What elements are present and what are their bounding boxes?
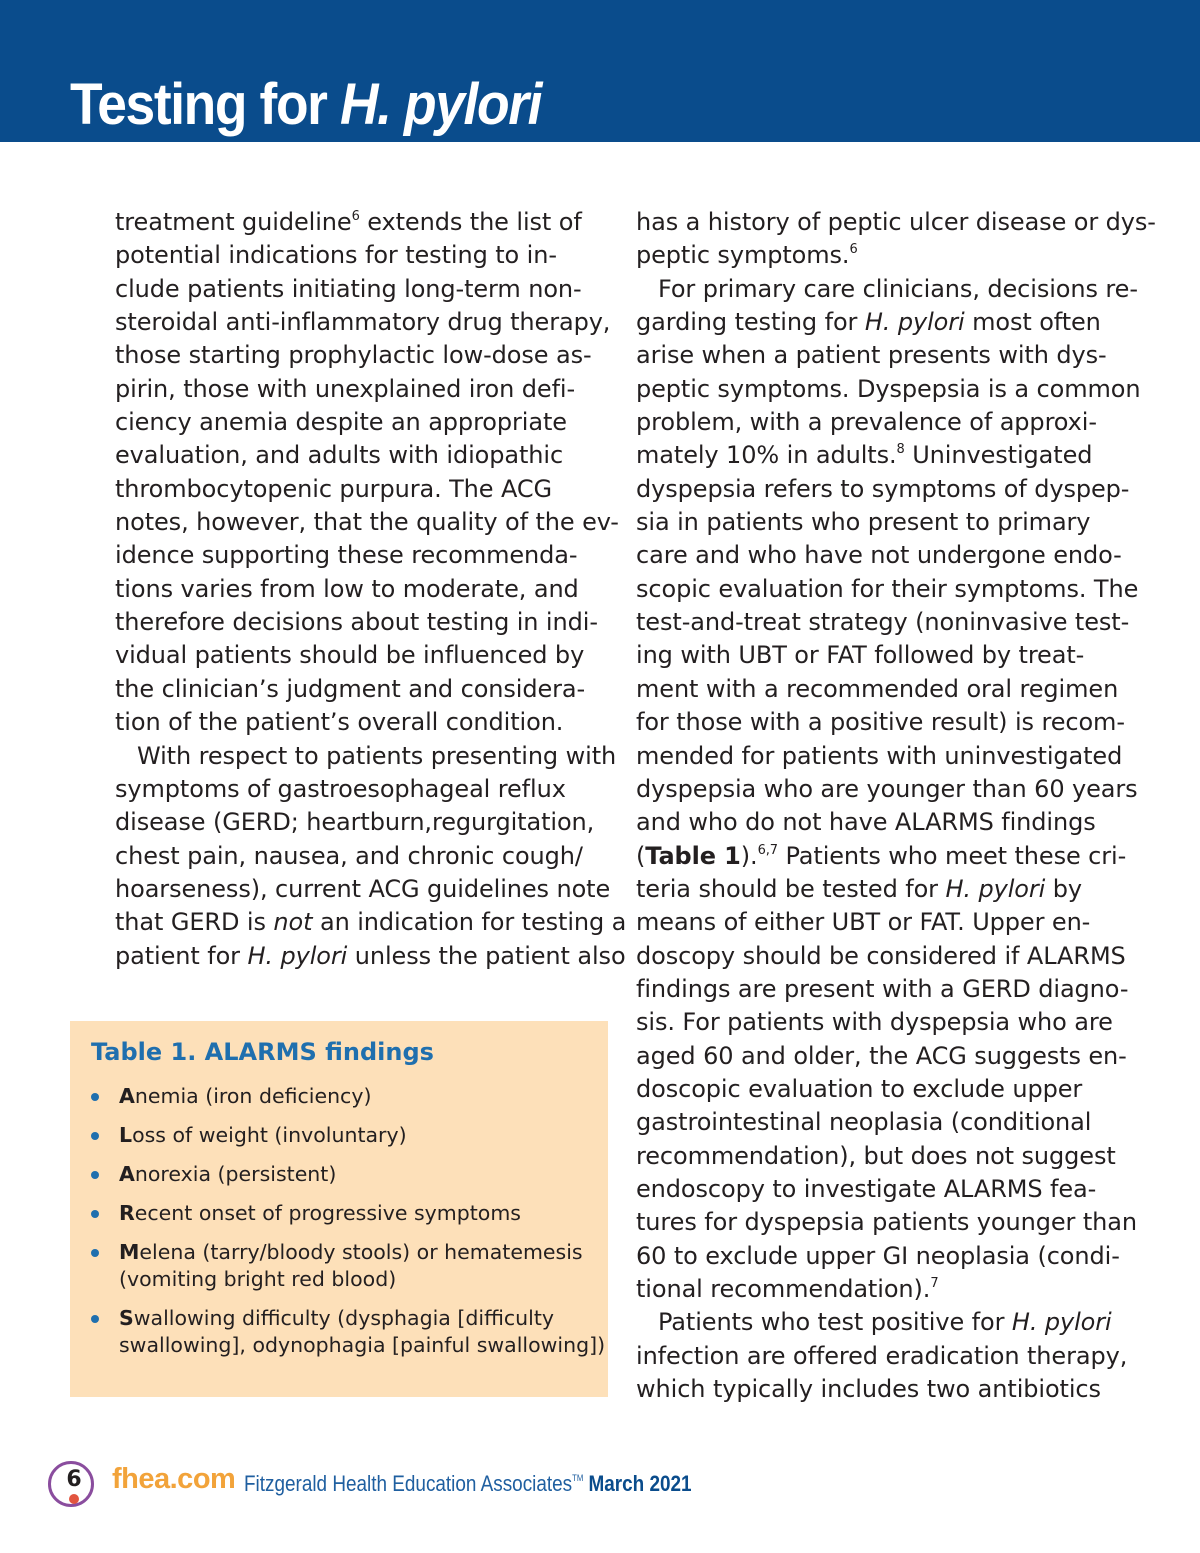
page-number-badge: [48, 1461, 94, 1507]
text-run: sia in patients who present to primary: [636, 508, 1091, 537]
bullet-icon: [91, 1210, 99, 1218]
text-line: [636, 1006, 1130, 1039]
text-run: has a history of peptic ulcer disease or dys-: [636, 208, 1156, 236]
page-number: 6: [66, 1467, 82, 1492]
text-line: [636, 273, 1138, 306]
text-run: unless the patient also: [347, 941, 626, 970]
text-run: For primary care clinicians, decisions re-: [658, 274, 1138, 303]
mnemonic-letter: S: [119, 1306, 134, 1330]
page-title: [70, 70, 541, 140]
text-line: [115, 306, 611, 339]
text-line: [636, 373, 1141, 406]
text-line: [115, 639, 603, 672]
text-run: doscopy should be considered if ALARMS: [636, 941, 1126, 970]
text-line: [636, 606, 1130, 639]
text-line: [636, 239, 1130, 272]
text-line: [636, 673, 1130, 706]
text-run: peptic symptoms. Dyspepsia is a common: [636, 374, 1141, 403]
footnote-ref: 6,7: [757, 842, 778, 858]
text-line: [115, 740, 617, 773]
list-item-line: elena (tarry/bloody stools) or hematemesis: [139, 1240, 583, 1264]
alarms-list-item: [91, 1122, 601, 1149]
text-line: [636, 539, 1130, 572]
text-line: [115, 606, 603, 639]
bullet-icon: [91, 1171, 99, 1179]
text-run: Patients who test positive for: [658, 1308, 1012, 1337]
list-item-line: wallowing difficulty (dysphagia [difficulty: [133, 1306, 555, 1330]
text-run: recommendation), but does not suggest: [636, 1141, 1116, 1170]
bold-text: Table 1: [645, 841, 741, 870]
text-run: endoscopy to investigate ALARMS fea-: [636, 1174, 1097, 1203]
bullet-icon: [91, 1249, 99, 1257]
badge-dot-icon: [69, 1494, 79, 1504]
text-run: clude patients initiating long-term non-: [115, 274, 582, 303]
text-line: [636, 206, 1156, 239]
text-run: teria should be tested for: [636, 874, 946, 903]
text-run: disease (GERD; heartburn,regurgitation,: [115, 808, 595, 837]
text-line: [636, 506, 1130, 539]
organization-name: Fitzgerald Health Education Associates: [244, 1471, 573, 1496]
footnote-ref: 7: [930, 1276, 939, 1291]
list-item-text: [119, 1161, 601, 1188]
mnemonic-letter: A: [119, 1162, 135, 1186]
text-line: [636, 940, 1130, 973]
text-line: [115, 473, 603, 506]
text-line: [636, 906, 1130, 939]
list-item-text: [119, 1083, 601, 1110]
text-line: [636, 573, 1139, 606]
text-run: With respect to patients presenting with: [137, 741, 617, 770]
text-line: [115, 706, 603, 739]
text-line: [115, 840, 603, 873]
text-line: [636, 706, 1130, 739]
text-line: [115, 773, 603, 806]
text-run: peptic symptoms.: [636, 241, 850, 270]
text-run: gastrointestinal neoplasia (conditional: [636, 1108, 1092, 1137]
text-run: tion of the patient’s overall condition.: [115, 708, 564, 737]
text-run: 60 to exclude upper GI neoplasia (condi-: [636, 1241, 1120, 1270]
body-column-left: [115, 206, 627, 973]
mnemonic-letter: A: [119, 1084, 135, 1108]
text-line: [115, 573, 603, 606]
table-title: Table 1. ALARMS findings: [91, 1038, 434, 1066]
text-line: [636, 806, 1130, 839]
text-run: care and who have not undergone endo-: [636, 541, 1122, 570]
text-line: [115, 273, 603, 306]
alarms-list-item: [91, 1083, 601, 1110]
text-line: [636, 1273, 1130, 1306]
text-line: [115, 439, 603, 472]
text-line: [115, 206, 603, 239]
text-run: for those with a positive result) is recom-: [636, 708, 1125, 737]
text-line: [636, 439, 1130, 472]
text-line: [636, 1073, 1130, 1106]
text-line: [636, 1340, 1130, 1373]
bullet-icon: [91, 1132, 99, 1140]
text-run: problem, with a prevalence of approxi-: [636, 408, 1097, 437]
text-line: [636, 973, 1130, 1006]
list-item-line: oss of weight (involuntary): [132, 1123, 407, 1147]
site-link[interactable]: fhea.com: [112, 1463, 236, 1495]
text-run: dyspepsia who are younger than 60 years: [636, 774, 1138, 803]
text-line: [636, 1306, 1130, 1339]
alarms-table-box: [70, 1021, 608, 1397]
text-line: [636, 773, 1138, 806]
list-item-line: norexia (persistent): [134, 1162, 337, 1186]
text-line: [636, 639, 1130, 672]
publication-line: [244, 1471, 692, 1497]
text-line: [115, 806, 603, 839]
text-run: means of either UBT or FAT. Upper en-: [636, 908, 1091, 937]
text-run: an indication for testing a: [312, 908, 627, 937]
text-line: [636, 1040, 1130, 1073]
text-line: [636, 306, 1130, 339]
italic-text: H. pylori: [864, 308, 965, 337]
text-run: extends the list of: [359, 208, 582, 236]
text-run: patient for: [115, 941, 248, 970]
text-line: [115, 539, 603, 572]
italic-text: H. pylori: [945, 874, 1046, 903]
alarms-list: [91, 1083, 606, 1371]
text-run: treatment guideline: [115, 208, 352, 236]
text-line: [636, 1206, 1137, 1239]
text-run: arise when a patient presents with dys-: [636, 341, 1107, 370]
text-line: [115, 373, 603, 406]
text-line: [636, 1373, 1130, 1406]
text-run: potential indications for testing to in-: [115, 241, 557, 270]
text-line: [636, 406, 1130, 439]
text-run: those starting prophylactic low-dose as-: [115, 341, 592, 370]
header-band: [0, 0, 1200, 142]
text-run: findings are present with a GERD diagno-: [636, 974, 1129, 1003]
list-item-text: [119, 1266, 601, 1293]
issue-date: March 2021: [588, 1471, 692, 1496]
text-line: [636, 1106, 1130, 1139]
text-run: most often: [964, 308, 1101, 337]
text-line: [115, 406, 603, 439]
italic-text: not: [273, 908, 313, 937]
text-line: [636, 740, 1130, 773]
mnemonic-letter: M: [119, 1240, 140, 1264]
text-run: the clinician’s judgment and considera-: [115, 674, 586, 703]
text-run: (: [636, 841, 646, 870]
bullet-icon: [91, 1315, 99, 1323]
text-run: mended for patients with uninvestigated: [636, 741, 1123, 770]
mnemonic-letter: L: [119, 1123, 133, 1147]
footnote-ref: 6: [849, 242, 858, 258]
text-run: pirin, those with unexplained iron defi-: [115, 374, 576, 403]
list-item-line: ecent onset of progressive symptoms: [134, 1201, 521, 1225]
text-line: [636, 473, 1130, 506]
text-run: sis. For patients with dyspepsia who are: [636, 1008, 1113, 1037]
list-item-line: nemia (iron deficiency): [134, 1084, 372, 1108]
italic-text: H. pylori: [1011, 1308, 1112, 1337]
list-item-text: [119, 1239, 601, 1266]
text-run: which typically includes two antibiotics: [636, 1375, 1101, 1404]
text-line: [115, 873, 611, 906]
list-item-line: (vomiting bright red blood): [119, 1267, 397, 1291]
text-line: [636, 1240, 1130, 1273]
list-item-line: swallowing], odynophagia [painful swallowing]): [119, 1333, 606, 1357]
trademark-mark: TM: [572, 1473, 584, 1483]
text-run: Patients who meet these cri-: [777, 841, 1127, 870]
text-run: Uninvestigated: [904, 441, 1093, 470]
text-run: ment with a recommended oral regimen: [636, 674, 1119, 703]
text-run: tional recommendation).: [636, 1275, 931, 1303]
text-run: and who do not have ALARMS findings: [636, 808, 1096, 837]
alarms-list-item: [91, 1239, 601, 1293]
page-title-plain: Testing for: [70, 72, 340, 137]
text-line: [636, 873, 1130, 906]
list-item-text: [119, 1122, 601, 1149]
text-run: ing with UBT or FAT followed by treat-: [636, 641, 1085, 670]
text-run: evaluation, and adults with idiopathic: [115, 441, 564, 470]
list-item-text: [119, 1200, 601, 1227]
text-run: thrombocytopenic purpura. The ACG: [115, 474, 553, 503]
text-run: idence supporting these recommenda-: [115, 541, 578, 570]
text-run: ).: [740, 841, 758, 870]
alarms-list-item: [91, 1200, 601, 1227]
text-line: [115, 673, 603, 706]
footer: [48, 1461, 768, 1507]
text-run: that GERD is: [115, 908, 274, 937]
alarms-list-item: [91, 1161, 601, 1188]
text-run: mately 10% in adults.: [636, 441, 897, 470]
text-run: by: [1045, 874, 1082, 903]
text-run: steroidal anti-inflammatory drug therapy,: [115, 308, 611, 337]
text-run: tions varies from low to moderate, and: [115, 574, 579, 603]
text-line: [115, 506, 619, 539]
text-run: symptoms of gastroesophageal reflux: [115, 774, 566, 803]
text-run: garding testing for: [636, 308, 865, 337]
text-line: [636, 840, 1130, 873]
text-run: infection are offered eradication therapy,: [636, 1341, 1128, 1370]
text-line: [115, 239, 603, 272]
list-item-text: [119, 1305, 601, 1332]
text-line: [115, 906, 627, 939]
footnote-ref: 6: [351, 209, 360, 224]
page-title-italic: H. pylori: [339, 72, 542, 137]
text-run: notes, however, that the quality of the ev-: [115, 508, 619, 537]
text-line: [115, 339, 603, 372]
text-run: test-and-treat strategy (noninvasive test-: [636, 608, 1130, 637]
text-run: tures for dyspepsia patients younger than: [636, 1208, 1137, 1237]
text-run: vidual patients should be influenced by: [115, 641, 585, 670]
list-item-text: [119, 1332, 606, 1359]
text-line: [636, 1173, 1130, 1206]
text-run: doscopic evaluation to exclude upper: [636, 1074, 1083, 1103]
italic-text: H. pylori: [247, 941, 348, 970]
text-line: [636, 339, 1130, 372]
text-run: hoarseness), current ACG guidelines note: [115, 874, 611, 903]
bullet-icon: [91, 1093, 99, 1101]
mnemonic-letter: R: [119, 1201, 135, 1225]
text-line: [115, 940, 626, 973]
text-run: scopic evaluation for their symptoms. The: [636, 574, 1139, 603]
text-line: [636, 1140, 1130, 1173]
text-run: aged 60 and older, the ACG suggests en-: [636, 1041, 1127, 1070]
text-run: dyspepsia refers to symptoms of dyspep-: [636, 474, 1130, 503]
text-run: chest pain, nausea, and chronic cough/: [115, 841, 583, 870]
footnote-ref: 8: [896, 442, 905, 458]
body-column-right: [636, 206, 1156, 1406]
alarms-list-item: [91, 1305, 606, 1359]
text-run: ciency anemia despite an appropriate: [115, 408, 567, 437]
text-run: therefore decisions about testing in indi-: [115, 608, 598, 637]
